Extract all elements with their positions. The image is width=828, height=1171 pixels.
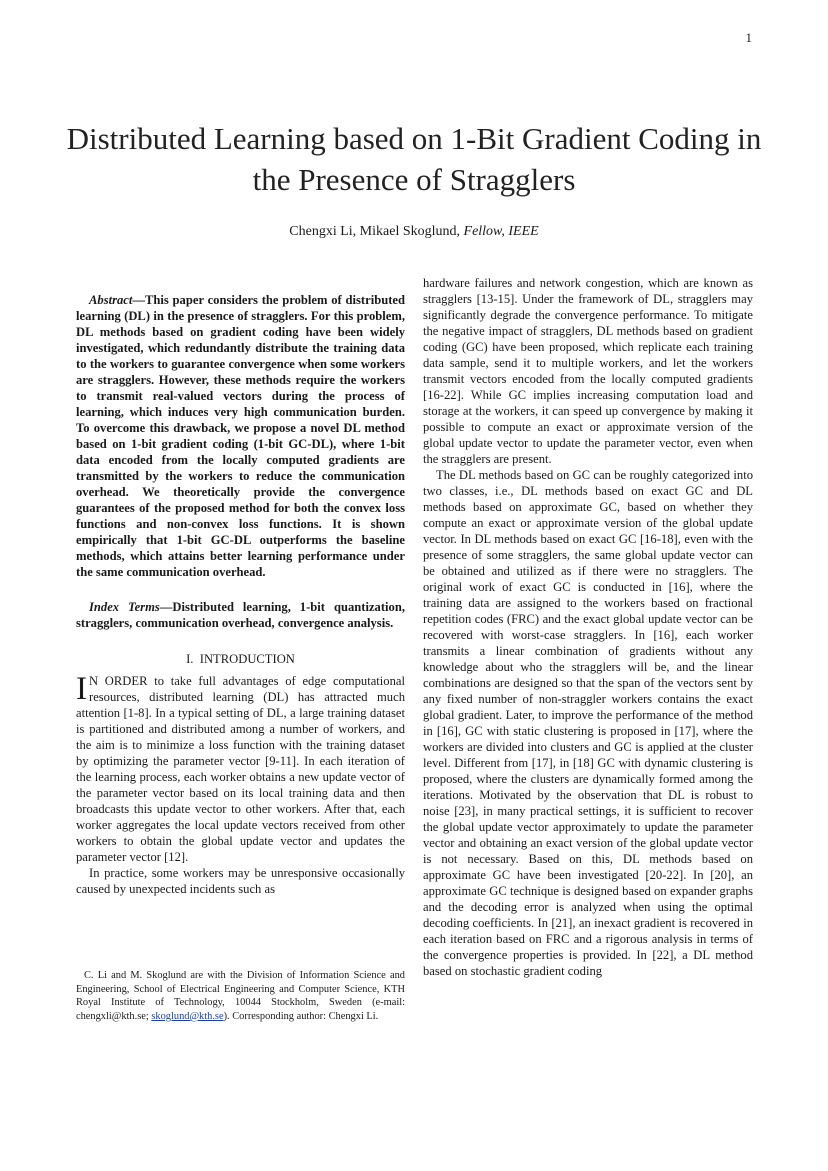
section-heading	[76, 651, 405, 667]
page-number: 1	[745, 30, 752, 45]
index-terms-text: —Distributed learning, 1-bit quantization, stragglers, communication overhead, convergence analysis.	[76, 600, 405, 630]
abstract	[76, 292, 405, 580]
section-title-rest: NTRODUCTION	[203, 652, 295, 666]
footnote	[76, 969, 405, 1023]
abstract-lead: Abstract	[89, 293, 133, 307]
paper-title: Distributed Learning based on 1-Bit Gradient Coding in the Presence of Stragglers	[66, 121, 762, 197]
index-terms-lead: Index Terms	[89, 600, 160, 614]
index-terms	[76, 599, 405, 631]
intro-paragraph-2: In practice, some workers may be unresponsive occasionally caused by unexpected incidents such as	[76, 866, 405, 896]
author-grade: Fellow, IEEE	[463, 224, 539, 239]
abstract-text: —This paper considers the problem of distributed learning (DL) in the presence of stragglers. For this problem, DL methods based on gradient coding have been widely investigated, which redundantly distribute the training data to the workers to guarantee convergence when some workers are stragglers. However, these methods require the workers to transmit real-valued vectors during the process of learning, which induces very high communication burden. To overcome this drawback, we propose a novel DL method based on 1-bit gradient coding (1-bit GC-DL), where 1-bit data encoded from the locally computed gradients are transmitted by the workers to reduce the communication overhead. We theoretically provide the convergence guarantees of the proposed method for both the convex loss functions and non-convex loss functions. It is shown empirically that 1-bit GC-DL outperforms the baseline methods, which attains better learning performance under the same communication overhead.	[76, 293, 405, 579]
section-number: I.	[186, 652, 194, 666]
section-first-letter: I	[199, 652, 204, 666]
footnote-text: C. Li and M. Skoglund are with the Division of Information Science and Engineering, School of Electrical Engineering and Computer Science, KTH Royal Institute of Technology, 10044 Stockholm, Sweden (e-mail: chengxli@kth.se;	[76, 970, 405, 1022]
author-line	[60, 224, 768, 240]
left-column	[76, 292, 405, 897]
author-names: Chengxi Li, Mikael Skoglund,	[289, 224, 461, 239]
footnote-tail: ). Corresponding author: Chengxi Li.	[223, 1010, 379, 1022]
intro-caps: N ORDER	[89, 674, 148, 688]
right-paragraph-1: hardware failures and network congestion, which are known as stragglers [13-15]. Under the framework of DL, stragglers may significantly degrade the convergence performance. To mitigate the negative impact of stragglers, DL methods based on gradient coding (GC) have been proposed, which replicate each training data sample, send it to multiple workers, and let the workers transmit vectors encoded from the locally computed gradients [16-22]. While GC implies increasing computation load and storage at the workers, it can speed up convergence by making it possible to compute an exact or approximate version of the global update vector to update the parameter vector, even when the stragglers are present.	[423, 276, 753, 466]
email-link[interactable]: skoglund@kth.se	[151, 1010, 224, 1022]
right-column	[423, 275, 753, 979]
intro-text-1: to take full advantages of edge computational resources, distributed learning (DL) has attracted much attention [1-8]. In a typical setting of DL, a large training dataset is partitioned and distributed among a number of workers, and the aim is to minimize a loss function with the training dataset by optimizing the parameter vector [9-11]. In each iteration of the learning process, each worker obtains a new update vector of the parameter vector based on its local training data and then broadcasts this update vector to other workers. After that, each worker aggregates the local update vectors received from other workers to obtain the global update vector and updates the parameter vector [12].	[76, 674, 405, 864]
right-paragraph-2: The DL methods based on GC can be roughly categorized into two classes, i.e., DL methods based on exact GC and DL methods based on approximate GC, based on whether they compute an exact or approximate version of the global update vector. In DL methods based on exact GC [16-18], even with the presence of some stragglers, the same global update vector can be obtained and utilized as if there were no stragglers. The original work of exact GC is conducted in [16], where the training data are assigned to the workers based on fractional repetition codes (FRC) and the exact global update vector can be recovered with worst-case stragglers. In [16], each worker transmits a linear combination of gradients without any knowledge about who the stragglers will be, and the linear combinations are designed so that the span of the vectors sent by any fixed number of non-straggler workers contains the exact global gradient. Later, to improve the performance of the method in [16], GC with static clustering is proposed in [17], where the workers are divided into clusters and GC is applied at the cluster level. Different from [17], in [18] GC with dynamic clustering is proposed, where the clusters are dynamically formed among the iterations. Motivated by the observation that DL is robust to noise [23], in many practical settings, it is sufficient to recover the global update vector approximately to update the parameter vector and obtaining an exact version of the global update vector is not necessary. Based on this, DL methods based on approximate GC have been investigated [20-22]. In [20], an approximate GC technique is designed based on expander graphs and the decoding error is analyzed when using the optimal decoding coefficients. In [21], an inexact gradient is recovered in each iteration based on FRC and a rigorous analysis in terms of the convergence properties is provided. In [22], a DL method based on stochastic gradient coding	[423, 468, 753, 978]
drop-cap: I	[76, 671, 87, 707]
intro-paragraph-1	[76, 673, 405, 865]
